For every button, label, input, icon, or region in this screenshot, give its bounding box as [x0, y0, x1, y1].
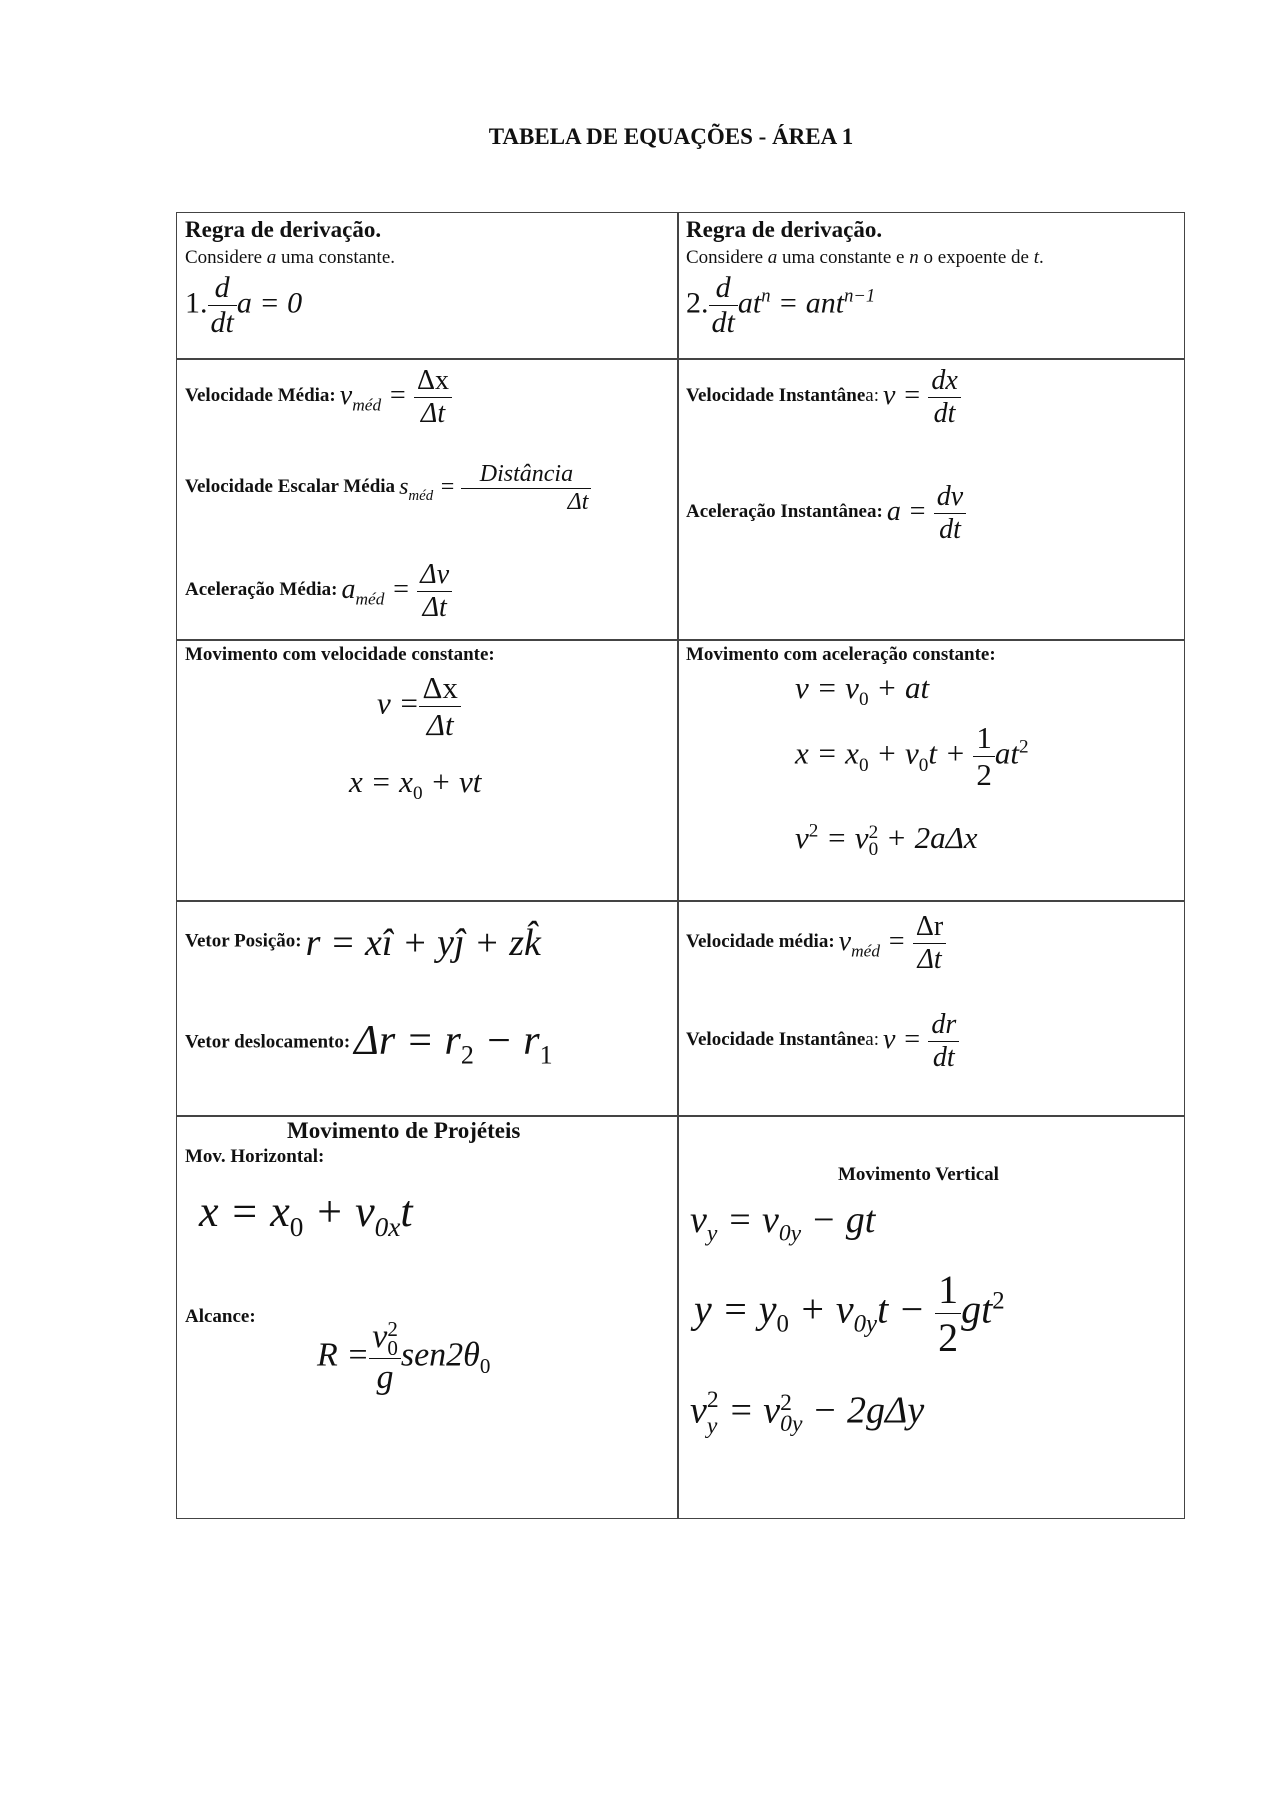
cell-position-vectors — [176, 900, 679, 1117]
range-label: Alcance: — [185, 1306, 256, 1327]
equation-horizontal-position: $x = x_0 + v_{0x}t$ — [199, 1187, 413, 1242]
equation-range: R = v 2 0 g $sen2\theta_0$ — [317, 1317, 491, 1397]
cell-projectile-vertical — [677, 1115, 1185, 1519]
cell-note: Considere a uma constante e n o expoente de t. — [686, 247, 1044, 268]
row-average-velocity: Velocidade Média: $v_{méd}$ = $\frac{\Delta x}{\Delta t}$ — [185, 365, 452, 430]
row-instantaneous-velocity-vector: Velocidade Instantânea: v = $\frac{dr}{dt}$ — [686, 1009, 959, 1074]
cell-heading: Movimento com aceleração constante: — [686, 644, 996, 665]
equation-velocity: v = $\frac{\Delta x}{\Delta t}$ — [377, 670, 461, 743]
equation-vertical-torricelli: v 2 y = v 2 0y − 2gΔy — [690, 1387, 925, 1439]
cell-instantaneous-quantities — [677, 358, 1185, 641]
cell-vector-velocity — [677, 900, 1185, 1117]
cell-constant-velocity — [176, 639, 679, 902]
equation-table — [176, 212, 1185, 1519]
cell-derivation-rule-1 — [176, 212, 679, 360]
row-average-acceleration: Aceleração Média: $a_{méd}$ = $\frac{\Delta v}{\Delta t}$ — [185, 559, 452, 624]
equation-vertical-velocity: $v_y = v_{0y}$ − gt — [690, 1199, 876, 1247]
equation-velocity-time: $v = v_0$ + at — [795, 670, 930, 711]
cell-heading: Regra de derivação. — [185, 217, 382, 242]
equation-vertical-position: $y = y_0 + v_{0y}t$ − $\frac{1}{2}$ $gt^2$ — [694, 1267, 1005, 1360]
row-instantaneous-velocity: Velocidade Instantânea: v = $\frac{dx}{dt}$ — [686, 365, 961, 430]
equation-position-time: $x = x_0 + v_0t$ + $\frac{1}{2}$ $at^2$ — [795, 720, 1029, 792]
cell-note: Considere a uma constante. — [185, 247, 396, 268]
cell-heading: Regra de derivação. — [686, 217, 883, 242]
cell-heading: Movimento de Projéteis — [287, 1118, 521, 1143]
row-instantaneous-acceleration: Aceleração Instantânea: a = $\frac{dv}{dt}$ — [686, 481, 966, 546]
equation-position: $x = x_0$ + vt — [349, 764, 482, 805]
cell-average-quantities — [176, 358, 679, 641]
horizontal-label: Mov. Horizontal: — [185, 1146, 325, 1167]
cell-derivation-rule-2 — [677, 212, 1185, 360]
row-average-speed: Velocidade Escalar Média $s_{méd}$ = $\frac{\text{Distância}}{\Delta t}$ — [185, 461, 591, 516]
cell-heading: Movimento Vertical — [838, 1164, 999, 1185]
equation-derivative-power: 2. $\frac{d}{dt}$ $at^n = ant^{n-1}$ — [686, 271, 876, 339]
row-average-velocity-vector: Velocidade média: $v_{méd}$ = $\frac{\Delta r}{\Delta t}$ — [686, 911, 946, 976]
cell-heading: Movimento com velocidade constante: — [185, 644, 495, 665]
row-position-vector: Vetor Posição: r = xî + yĵ + zk̂ — [185, 922, 541, 964]
equation-torricelli: $v^2 = v$ 2 0 + 2aΔx — [795, 820, 978, 860]
page-title: TABELA DE EQUAÇÕES - ÁREA 1 — [488, 124, 854, 149]
equation-derivative-constant: 1. $\frac{d}{dt}$ a = 0 — [185, 271, 303, 339]
cell-constant-acceleration — [677, 639, 1185, 902]
cell-projectile-horizontal — [176, 1115, 679, 1519]
row-displacement-vector: Vetor deslocamento: $\Delta r = r_2 - r_1$ — [185, 1018, 553, 1070]
